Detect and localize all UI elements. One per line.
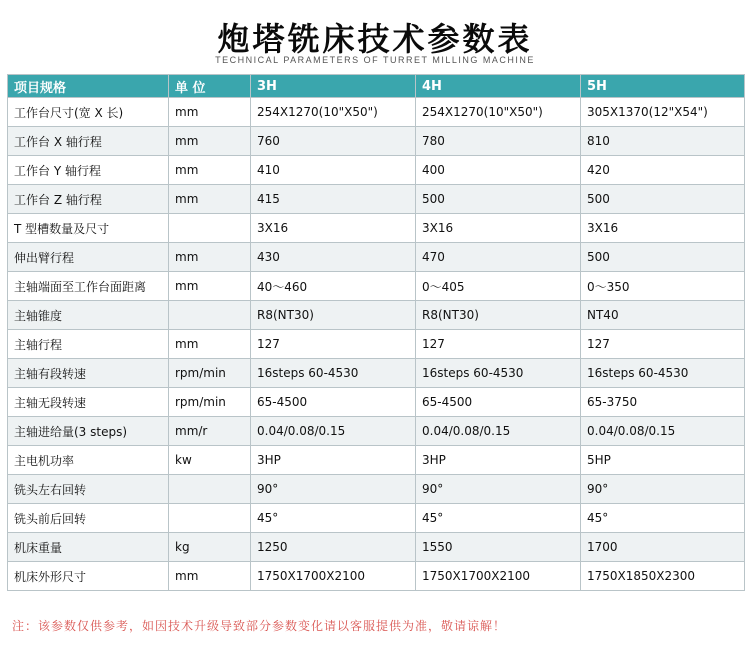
row-unit: mm <box>169 98 251 127</box>
table-row <box>8 243 745 272</box>
cell-4h: 90° <box>416 475 581 504</box>
row-unit: rpm/min <box>169 388 251 417</box>
row-label: 工作台 Z 轴行程 <box>8 185 169 214</box>
cell-3h: 16steps 60-4530 <box>251 359 416 388</box>
cell-3h: 1750X1700X2100 <box>251 562 416 591</box>
cell-5h: 3X16 <box>581 214 745 243</box>
table-row <box>8 475 745 504</box>
row-unit: mm <box>169 243 251 272</box>
cell-4h: R8(NT30) <box>416 301 581 330</box>
row-unit <box>169 475 251 504</box>
header-model-4h: 4H <box>416 75 581 98</box>
cell-5h: 65-3750 <box>581 388 745 417</box>
row-label: 工作台 X 轴行程 <box>8 127 169 156</box>
table-row <box>8 185 745 214</box>
spec-table <box>7 74 745 591</box>
table-row <box>8 533 745 562</box>
cell-3h: 90° <box>251 475 416 504</box>
cell-5h: 0.04/0.08/0.15 <box>581 417 745 446</box>
table-row <box>8 446 745 475</box>
row-unit: mm <box>169 330 251 359</box>
row-unit: kw <box>169 446 251 475</box>
row-unit: mm <box>169 272 251 301</box>
table-row <box>8 388 745 417</box>
spec-table-body <box>8 98 745 591</box>
row-unit: mm <box>169 127 251 156</box>
cell-5h: 0～350 <box>581 272 745 301</box>
header-model-3h: 3H <box>251 75 416 98</box>
row-unit: mm/r <box>169 417 251 446</box>
cell-3h: 3X16 <box>251 214 416 243</box>
row-label: 主轴端面至工作台面距离 <box>8 272 169 301</box>
table-row <box>8 127 745 156</box>
cell-5h: 810 <box>581 127 745 156</box>
header-unit: 单 位 <box>169 75 251 98</box>
row-label: 工作台 Y 轴行程 <box>8 156 169 185</box>
cell-5h: 420 <box>581 156 745 185</box>
row-unit <box>169 214 251 243</box>
row-label: 主轴有段转速 <box>8 359 169 388</box>
row-unit: mm <box>169 562 251 591</box>
table-row <box>8 504 745 533</box>
table-row <box>8 98 745 127</box>
cell-3h: 430 <box>251 243 416 272</box>
table-row <box>8 417 745 446</box>
cell-4h: 0～405 <box>416 272 581 301</box>
cell-5h: 45° <box>581 504 745 533</box>
cell-4h: 780 <box>416 127 581 156</box>
cell-5h: 16steps 60-4530 <box>581 359 745 388</box>
cell-5h: 305X1370(12"X54") <box>581 98 745 127</box>
cell-5h: 1700 <box>581 533 745 562</box>
cell-5h: 500 <box>581 185 745 214</box>
table-header-row <box>8 75 745 98</box>
cell-5h: 5HP <box>581 446 745 475</box>
row-label: T 型槽数量及尺寸 <box>8 214 169 243</box>
cell-4h: 65-4500 <box>416 388 581 417</box>
cell-5h: NT40 <box>581 301 745 330</box>
row-unit: mm <box>169 156 251 185</box>
table-row <box>8 330 745 359</box>
cell-3h: 415 <box>251 185 416 214</box>
row-unit <box>169 504 251 533</box>
row-label: 伸出臂行程 <box>8 243 169 272</box>
cell-4h: 127 <box>416 330 581 359</box>
cell-3h: 410 <box>251 156 416 185</box>
cell-5h: 500 <box>581 243 745 272</box>
cell-4h: 500 <box>416 185 581 214</box>
row-label: 主轴行程 <box>8 330 169 359</box>
cell-4h: 3HP <box>416 446 581 475</box>
row-label: 铣头前后回转 <box>8 504 169 533</box>
row-label: 主电机功率 <box>8 446 169 475</box>
row-unit <box>169 301 251 330</box>
cell-3h: 254X1270(10"X50") <box>251 98 416 127</box>
cell-4h: 400 <box>416 156 581 185</box>
cell-3h: 127 <box>251 330 416 359</box>
cell-4h: 0.04/0.08/0.15 <box>416 417 581 446</box>
disclaimer-note: 注：该参数仅供参考，如因技术升级导致部分参数变化请以客服提供为准，敬请谅解！ <box>12 619 507 633</box>
header-item: 项目规格 <box>8 75 169 98</box>
page-subtitle: TECHNICAL PARAMETERS OF TURRET MILLING MACHINE <box>215 55 535 65</box>
cell-4h: 254X1270(10"X50") <box>416 98 581 127</box>
row-label: 机床外形尺寸 <box>8 562 169 591</box>
table-row <box>8 301 745 330</box>
row-label: 铣头左右回转 <box>8 475 169 504</box>
cell-3h: 65-4500 <box>251 388 416 417</box>
row-label: 主轴无段转速 <box>8 388 169 417</box>
row-label: 工作台尺寸(宽 X 长) <box>8 98 169 127</box>
cell-3h: 1250 <box>251 533 416 562</box>
cell-4h: 1750X1700X2100 <box>416 562 581 591</box>
row-unit: rpm/min <box>169 359 251 388</box>
table-row <box>8 272 745 301</box>
table-row <box>8 359 745 388</box>
cell-4h: 45° <box>416 504 581 533</box>
cell-3h: 760 <box>251 127 416 156</box>
cell-3h: R8(NT30) <box>251 301 416 330</box>
page-title: 炮塔铣床技术参数表 <box>217 20 533 58</box>
cell-4h: 3X16 <box>416 214 581 243</box>
row-unit: mm <box>169 185 251 214</box>
cell-3h: 0.04/0.08/0.15 <box>251 417 416 446</box>
cell-5h: 127 <box>581 330 745 359</box>
row-label: 主轴进给量(3 steps) <box>8 417 169 446</box>
row-label: 主轴锥度 <box>8 301 169 330</box>
cell-4h: 16steps 60-4530 <box>416 359 581 388</box>
cell-5h: 1750X1850X2300 <box>581 562 745 591</box>
table-row <box>8 214 745 243</box>
cell-3h: 40～460 <box>251 272 416 301</box>
cell-5h: 90° <box>581 475 745 504</box>
cell-4h: 1550 <box>416 533 581 562</box>
row-unit: kg <box>169 533 251 562</box>
header-model-5h: 5H <box>581 75 745 98</box>
row-label: 机床重量 <box>8 533 169 562</box>
cell-4h: 470 <box>416 243 581 272</box>
cell-3h: 3HP <box>251 446 416 475</box>
table-row <box>8 156 745 185</box>
cell-3h: 45° <box>251 504 416 533</box>
table-row <box>8 562 745 591</box>
